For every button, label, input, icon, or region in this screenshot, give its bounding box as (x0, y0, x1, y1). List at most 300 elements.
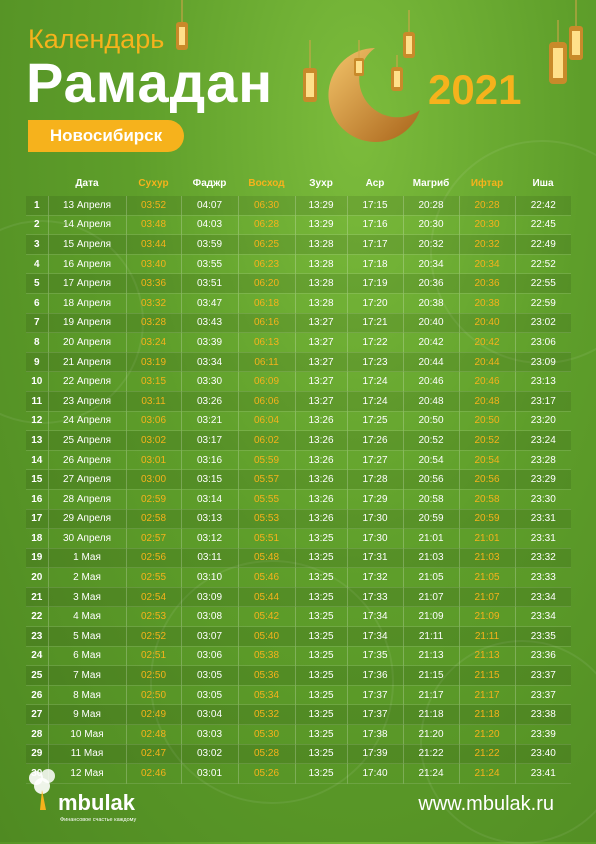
table-cell: 28 (31, 728, 43, 740)
table-cell: 05:40 (238, 627, 295, 647)
column-header: Фаджр (192, 177, 227, 189)
table-row (26, 313, 571, 333)
table-cell: 02:50 (126, 685, 181, 705)
table-cell: 20:48 (459, 391, 515, 411)
table-cell: 05:36 (238, 666, 295, 686)
column-header: Аср (365, 177, 385, 189)
table-cell: 02:49 (126, 705, 181, 725)
table-cell: 03:36 (126, 274, 181, 294)
table-cell: 06:25 (238, 235, 295, 255)
table-cell: 17:37 (347, 685, 403, 705)
table-cell: 17:37 (347, 705, 403, 725)
column-header: Сухур (138, 177, 169, 189)
table-cell: 14 Апреля (48, 215, 126, 235)
table-cell: 20:50 (403, 411, 459, 431)
table-cell: 19 (31, 552, 43, 564)
table-cell: 20 (31, 572, 43, 584)
table-cell: 02:48 (126, 725, 181, 745)
table-cell: 4 Мая (48, 607, 126, 627)
table-cell: 03:10 (181, 568, 238, 588)
table-cell: 2 Мая (48, 568, 126, 588)
table-cell: 20:44 (459, 352, 515, 372)
table-cell: 13:25 (295, 744, 347, 764)
table-cell: 03:06 (181, 646, 238, 666)
table-cell: 13:28 (295, 235, 347, 255)
ramadan-timetable (26, 170, 571, 784)
table-cell: 23:17 (515, 391, 571, 411)
table-cell: 03:39 (181, 333, 238, 353)
table-cell: 13:29 (295, 196, 347, 215)
table-cell: 2 (33, 219, 40, 231)
table-cell: 20:28 (403, 196, 459, 215)
table-cell: 20:30 (403, 215, 459, 235)
table-cell: 18 Апреля (48, 293, 126, 313)
calendar-subtitle: Календарь (28, 24, 165, 54)
table-cell: 13:28 (295, 254, 347, 274)
table-cell: 21:09 (403, 607, 459, 627)
table-cell: 06:04 (238, 411, 295, 431)
table-cell: 21:05 (459, 568, 515, 588)
table-cell: 03:21 (181, 411, 238, 431)
table-cell: 03:07 (181, 627, 238, 647)
table-cell: 21:20 (459, 725, 515, 745)
table-cell: 03:13 (181, 509, 238, 529)
table-cell: 17:24 (347, 391, 403, 411)
table-cell: 20:34 (403, 254, 459, 274)
table-cell: 03:02 (181, 744, 238, 764)
table-row (26, 254, 571, 274)
table-cell: 23:02 (515, 313, 571, 333)
table-row (26, 274, 571, 294)
table-row (26, 333, 571, 353)
table-cell: 21:13 (459, 646, 515, 666)
table-cell: 20:48 (403, 391, 459, 411)
table-cell: 20:56 (459, 470, 515, 490)
table-cell: 17:36 (347, 666, 403, 686)
table-cell: 13:25 (295, 764, 347, 784)
table-cell: 21:03 (403, 548, 459, 568)
table-cell: 13:29 (295, 215, 347, 235)
column-header: Ифтар (470, 177, 504, 189)
table-cell: 13:26 (295, 431, 347, 451)
table-cell: 17:24 (347, 372, 403, 392)
table-cell: 21:09 (459, 607, 515, 627)
table-cell: 02:55 (126, 568, 181, 588)
table-cell: 13:27 (295, 313, 347, 333)
table-cell: 03:16 (181, 450, 238, 470)
table-cell: 20:46 (403, 372, 459, 392)
table-cell: 20:52 (403, 431, 459, 451)
table-cell: 03:01 (126, 450, 181, 470)
table-cell: 22:55 (515, 274, 571, 294)
table-row (26, 627, 571, 647)
table-cell: 05:28 (238, 744, 295, 764)
table-cell: 03:40 (126, 254, 181, 274)
table-cell: 6 Мая (48, 646, 126, 666)
table-cell: 9 (33, 356, 40, 368)
table-cell: 17:29 (347, 489, 403, 509)
table-cell: 06:18 (238, 293, 295, 313)
website-link[interactable]: www.mbulak.ru (418, 793, 554, 815)
table-cell: 21:18 (403, 705, 459, 725)
table-cell: 03:03 (181, 725, 238, 745)
table-cell: 06:30 (238, 196, 295, 215)
year-label: 2021 (428, 66, 522, 113)
table-cell: 27 Апреля (48, 470, 126, 490)
table-cell: 03:52 (126, 196, 181, 215)
table-cell: 03:08 (181, 607, 238, 627)
table-cell: 02:58 (126, 509, 181, 529)
table-cell: 20:56 (403, 470, 459, 490)
table-cell: 20:58 (459, 489, 515, 509)
table-row (26, 215, 571, 235)
column-header (26, 170, 48, 196)
table-cell: 20:28 (459, 196, 515, 215)
table-cell: 6 (33, 297, 40, 309)
table-cell: 03:09 (181, 587, 238, 607)
table-cell: 23:38 (515, 705, 571, 725)
table-cell: 06:09 (238, 372, 295, 392)
table-cell: 1 Мая (48, 548, 126, 568)
table-cell: 03:34 (181, 352, 238, 372)
table-cell: 23:20 (515, 411, 571, 431)
table-cell: 13 Апреля (48, 196, 126, 215)
table-row (26, 450, 571, 470)
table-cell: 17:30 (347, 529, 403, 549)
table-cell: 23:37 (515, 685, 571, 705)
column-header: Восход (248, 177, 285, 189)
table-cell: 06:02 (238, 431, 295, 451)
table-cell: 13:26 (295, 509, 347, 529)
table-cell: 11 Мая (48, 744, 126, 764)
table-cell: 17:35 (347, 646, 403, 666)
table-cell: 20:36 (459, 274, 515, 294)
table-cell: 03:04 (181, 705, 238, 725)
table-cell: 28 Апреля (48, 489, 126, 509)
table-cell: 23:31 (515, 509, 571, 529)
table-cell: 22:52 (515, 254, 571, 274)
table-cell: 19 Апреля (48, 313, 126, 333)
table-cell: 03:05 (181, 685, 238, 705)
table-cell: 03:32 (126, 293, 181, 313)
table-row (26, 431, 571, 451)
table-cell: 22 (31, 611, 43, 623)
table-cell: 20:59 (459, 509, 515, 529)
table-cell: 20:42 (459, 333, 515, 353)
table-cell: 18 (31, 532, 43, 544)
table-cell: 17:16 (347, 215, 403, 235)
table-cell: 03:51 (181, 274, 238, 294)
table-row (26, 529, 571, 549)
city-badge: Новосибирск (28, 120, 184, 152)
table-row (26, 725, 571, 745)
table-cell: 13:25 (295, 627, 347, 647)
table-cell: 13:26 (295, 450, 347, 470)
table-cell: 05:48 (238, 548, 295, 568)
table-cell: 13:27 (295, 352, 347, 372)
table-row (26, 646, 571, 666)
table-cell: 02:53 (126, 607, 181, 627)
table-cell: 30 Апреля (48, 529, 126, 549)
table-cell: 03:17 (181, 431, 238, 451)
table-cell: 16 Апреля (48, 254, 126, 274)
table-cell: 20:58 (403, 489, 459, 509)
table-cell: 21 Апреля (48, 352, 126, 372)
table-cell: 03:28 (126, 313, 181, 333)
table-cell: 23:09 (515, 352, 571, 372)
table-row (26, 196, 571, 215)
table-cell: 15 (31, 474, 43, 486)
brand-tagline: Финансовое счастье каждому (60, 817, 137, 823)
table-cell: 13 (31, 434, 43, 446)
table-cell: 13:25 (295, 587, 347, 607)
table-cell: 05:55 (238, 489, 295, 509)
table-cell: 23:13 (515, 372, 571, 392)
table-cell: 03:43 (181, 313, 238, 333)
table-cell: 15 Апреля (48, 235, 126, 255)
table-cell: 5 (33, 278, 40, 290)
table-cell: 17:18 (347, 254, 403, 274)
table-cell: 3 Мая (48, 587, 126, 607)
table-cell: 06:28 (238, 215, 295, 235)
table-cell: 13:27 (295, 391, 347, 411)
table-cell: 22:45 (515, 215, 571, 235)
table-cell: 5 Мая (48, 627, 126, 647)
table-cell: 25 Апреля (48, 431, 126, 451)
table-cell: 21:05 (403, 568, 459, 588)
table-cell: 17:17 (347, 235, 403, 255)
table-cell: 16 (31, 493, 43, 505)
table-cell: 23:40 (515, 744, 571, 764)
table-cell: 02:54 (126, 587, 181, 607)
table-cell: 20:50 (459, 411, 515, 431)
table-cell: 05:57 (238, 470, 295, 490)
column-header: Иша (532, 177, 554, 189)
table-cell: 17:40 (347, 764, 403, 784)
table-cell: 17:26 (347, 431, 403, 451)
table-cell: 26 (31, 689, 43, 701)
table-cell: 17:34 (347, 627, 403, 647)
table-cell: 03:11 (181, 548, 238, 568)
table-row (26, 548, 571, 568)
table-cell: 05:53 (238, 509, 295, 529)
table-cell: 02:56 (126, 548, 181, 568)
table-cell: 20 Апреля (48, 333, 126, 353)
table-cell: 17:34 (347, 607, 403, 627)
table-cell: 03:47 (181, 293, 238, 313)
table-cell: 05:30 (238, 725, 295, 745)
table-cell: 13:28 (295, 274, 347, 294)
table-cell: 03:14 (181, 489, 238, 509)
table-cell: 17:21 (347, 313, 403, 333)
table-cell: 3 (33, 238, 40, 250)
table-cell: 23 (31, 630, 43, 642)
table-cell: 13:28 (295, 293, 347, 313)
table-cell: 20:38 (459, 293, 515, 313)
table-cell: 14 (31, 454, 43, 466)
table-cell: 20:36 (403, 274, 459, 294)
table-cell: 20:38 (403, 293, 459, 313)
table-row (26, 764, 571, 784)
table-cell: 05:51 (238, 529, 295, 549)
table-cell: 13:26 (295, 470, 347, 490)
table-cell: 03:02 (126, 431, 181, 451)
table-cell: 13:26 (295, 489, 347, 509)
table-cell: 05:46 (238, 568, 295, 588)
table-cell: 06:06 (238, 391, 295, 411)
tree-icon (26, 768, 60, 814)
table-cell: 13:25 (295, 725, 347, 745)
table-cell: 22:59 (515, 293, 571, 313)
table-row (26, 607, 571, 627)
table-cell: 03:01 (181, 764, 238, 784)
table-cell: 23:34 (515, 587, 571, 607)
table-cell: 22:42 (515, 196, 571, 215)
brand-name: mbulak (58, 790, 136, 815)
table-row (26, 293, 571, 313)
table-cell: 03:26 (181, 391, 238, 411)
table-cell: 17 (31, 513, 43, 525)
table-cell: 20:34 (459, 254, 515, 274)
table-cell: 17:27 (347, 450, 403, 470)
table-cell: 13:25 (295, 685, 347, 705)
table-cell: 05:34 (238, 685, 295, 705)
table-cell: 06:23 (238, 254, 295, 274)
table-cell: 21:13 (403, 646, 459, 666)
table-cell: 20:40 (403, 313, 459, 333)
table-row (26, 470, 571, 490)
table-cell: 20:54 (403, 450, 459, 470)
column-header: Дата (75, 177, 99, 189)
table-cell: 05:42 (238, 607, 295, 627)
table-row (26, 235, 571, 255)
table-cell: 17:31 (347, 548, 403, 568)
table-cell: 02:57 (126, 529, 181, 549)
table-cell: 21:11 (403, 627, 459, 647)
table-cell: 17:33 (347, 587, 403, 607)
table-cell: 13:25 (295, 568, 347, 588)
table-header-row (26, 170, 571, 196)
table-cell: 13:25 (295, 529, 347, 549)
table-cell: 20:40 (459, 313, 515, 333)
table-cell: 21:01 (403, 529, 459, 549)
table-cell: 02:51 (126, 646, 181, 666)
table-cell: 03:12 (181, 529, 238, 549)
table-cell: 13:25 (295, 705, 347, 725)
table-cell: 13:25 (295, 607, 347, 627)
table-cell: 27 (31, 709, 43, 721)
table-cell: 20:32 (459, 235, 515, 255)
lantern-icon (388, 55, 406, 95)
table-row (26, 509, 571, 529)
lantern-icon (300, 40, 320, 110)
table-cell: 12 (31, 415, 43, 427)
table-cell: 05:38 (238, 646, 295, 666)
table-cell: 1 (33, 199, 40, 211)
table-cell: 05:32 (238, 705, 295, 725)
table-cell: 20:46 (459, 372, 515, 392)
table-cell: 06:11 (238, 352, 295, 372)
table-cell: 13:26 (295, 411, 347, 431)
table-cell: 06:20 (238, 274, 295, 294)
table-cell: 04:07 (181, 196, 238, 215)
table-cell: 03:44 (126, 235, 181, 255)
table-cell: 05:26 (238, 764, 295, 784)
table-row (26, 587, 571, 607)
table-cell: 17:23 (347, 352, 403, 372)
table-cell: 22 Апреля (48, 372, 126, 392)
table-cell: 7 (33, 317, 40, 329)
table-cell: 23:37 (515, 666, 571, 686)
lantern-icon (566, 0, 586, 66)
table-row (26, 705, 571, 725)
table-cell: 21:22 (403, 744, 459, 764)
table-cell: 13:27 (295, 372, 347, 392)
table-cell: 23:36 (515, 646, 571, 666)
table-cell: 03:19 (126, 352, 181, 372)
table-cell: 03:55 (181, 254, 238, 274)
table-cell: 17:19 (347, 274, 403, 294)
table-row (26, 744, 571, 764)
table-cell: 17:22 (347, 333, 403, 353)
table-row (26, 685, 571, 705)
table-cell: 21:07 (459, 587, 515, 607)
lantern-icon (352, 40, 366, 80)
table-cell: 8 Мая (48, 685, 126, 705)
table-cell: 17:30 (347, 509, 403, 529)
table-cell: 23:35 (515, 627, 571, 647)
column-header: Магриб (412, 177, 450, 189)
table-cell: 20:32 (403, 235, 459, 255)
table-cell: 12 Мая (48, 764, 126, 784)
table-cell: 21:15 (459, 666, 515, 686)
table-cell: 21:17 (459, 685, 515, 705)
table-cell: 22:49 (515, 235, 571, 255)
table-cell: 23:31 (515, 529, 571, 549)
table-cell: 21:01 (459, 529, 515, 549)
table-cell: 23:28 (515, 450, 571, 470)
table-cell: 20:52 (459, 431, 515, 451)
table-cell: 13:25 (295, 548, 347, 568)
table-cell: 17:32 (347, 568, 403, 588)
table-cell: 03:48 (126, 215, 181, 235)
table-cell: 04:03 (181, 215, 238, 235)
table-cell: 23:24 (515, 431, 571, 451)
table-cell: 10 Мая (48, 725, 126, 745)
table-cell: 13:25 (295, 646, 347, 666)
table-cell: 05:44 (238, 587, 295, 607)
table-cell: 23:06 (515, 333, 571, 353)
table-cell: 21:20 (403, 725, 459, 745)
table-cell: 13:27 (295, 333, 347, 353)
table-cell: 03:24 (126, 333, 181, 353)
table-cell: 20:42 (403, 333, 459, 353)
table-cell: 23:33 (515, 568, 571, 588)
table-cell: 4 (33, 258, 40, 270)
table-cell: 21:24 (403, 764, 459, 784)
table-cell: 21:24 (459, 764, 515, 784)
table-row (26, 352, 571, 372)
table-cell: 21:07 (403, 587, 459, 607)
table-cell: 03:30 (181, 372, 238, 392)
table-cell: 8 (33, 336, 40, 348)
table-cell: 20:44 (403, 352, 459, 372)
table-cell: 29 (31, 748, 43, 760)
table-cell: 03:06 (126, 411, 181, 431)
table-cell: 20:59 (403, 509, 459, 529)
table-cell: 23:30 (515, 489, 571, 509)
page-title: Рамадан (26, 51, 274, 114)
